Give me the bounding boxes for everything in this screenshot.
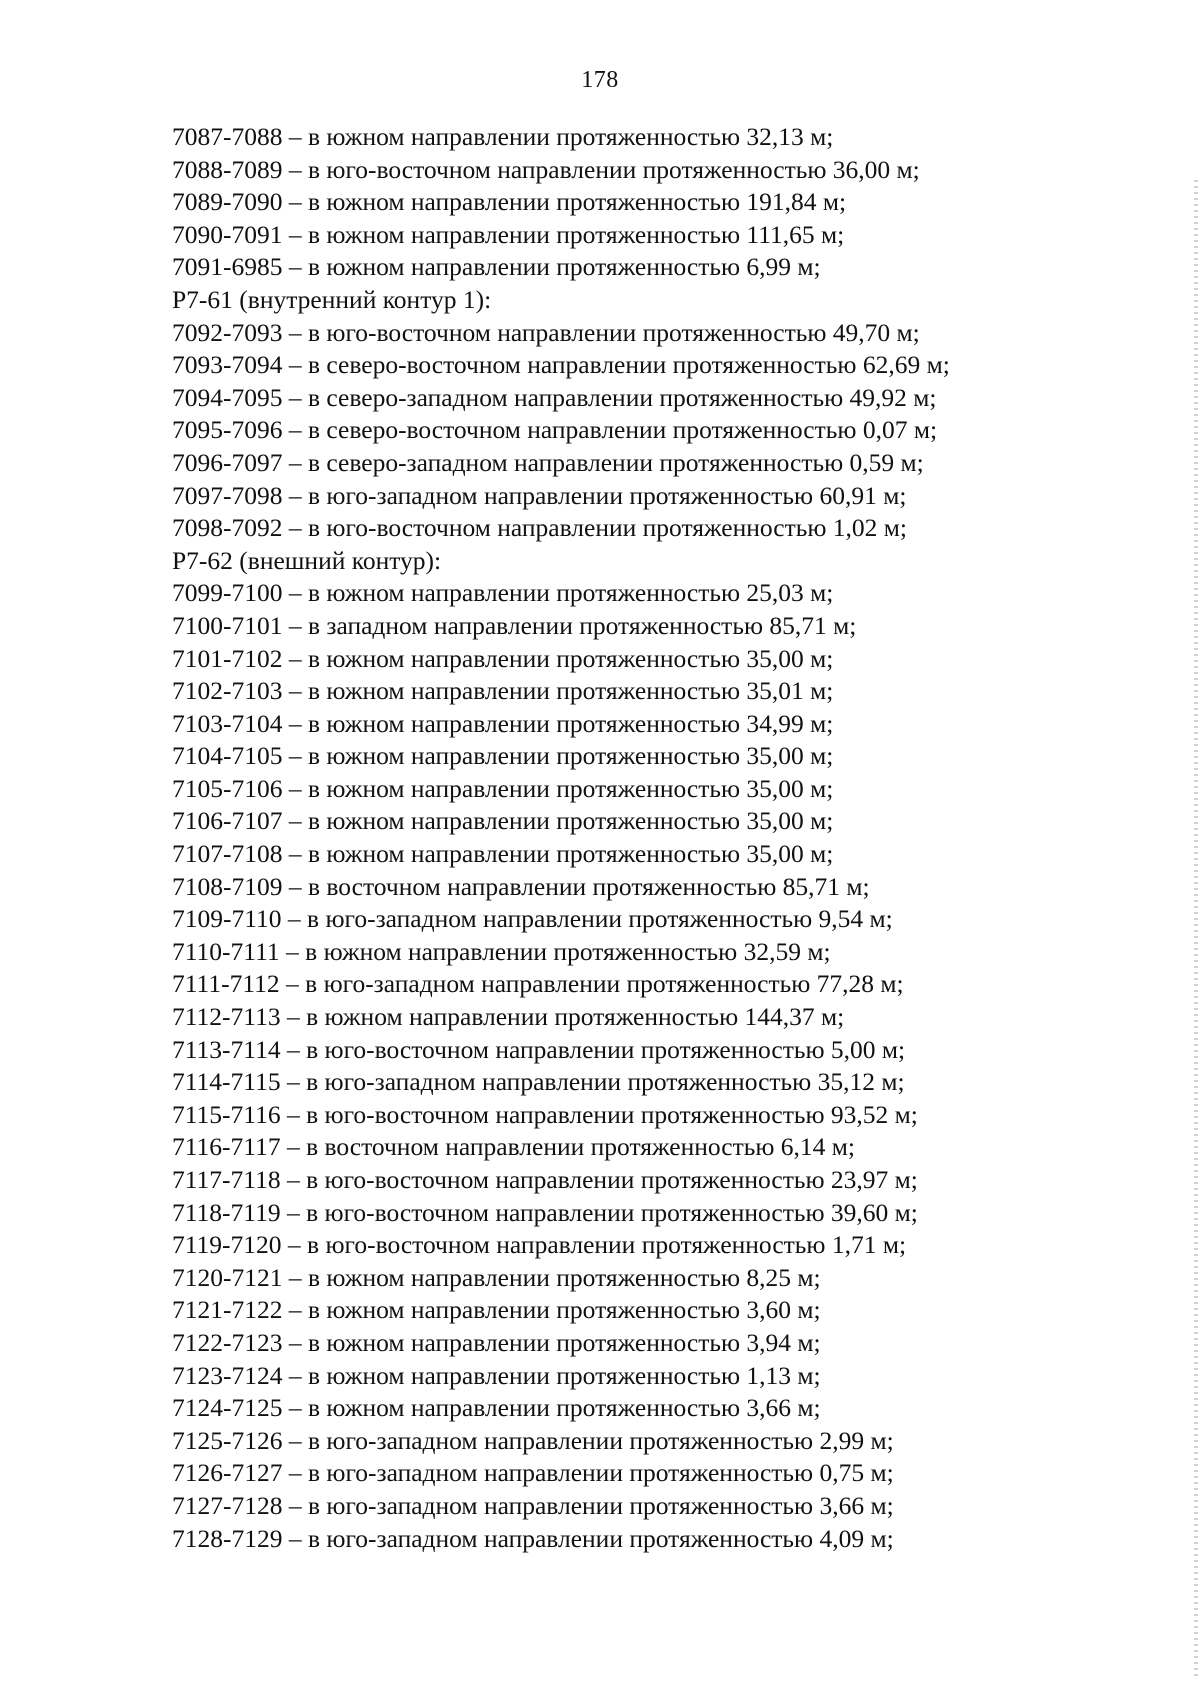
boundary-description-list	[172, 121, 1102, 1555]
text-line: 7116-7117 – в восточном направлении протяженностью 6,14 м;	[172, 1132, 855, 1162]
text-line: 7092-7093 – в юго-восточном направлении протяженностью 49,70 м;	[172, 317, 920, 347]
text-line: 7103-7104 – в южном направлении протяженностью 34,99 м;	[172, 708, 834, 738]
text-line: 7127-7128 – в юго-западном направлении протяженностью 3,66 м;	[172, 1490, 894, 1520]
text-line: 7125-7126 – в юго-западном направлении протяженностью 2,99 м;	[172, 1425, 894, 1455]
text-line: 7109-7110 – в юго-западном направлении протяженностью 9,54 м;	[172, 904, 893, 934]
page-number: 178	[581, 67, 619, 93]
text-line: 7123-7124 – в южном направлении протяженностью 1,13 м;	[172, 1360, 821, 1390]
text-line: 7100-7101 – в западном направлении протяженностью 85,71 м;	[172, 610, 857, 640]
text-line: 7108-7109 – в восточном направлении протяженностью 85,71 м;	[172, 871, 870, 901]
text-line: 7097-7098 – в юго-западном направлении протяженностью 60,91 м;	[172, 480, 907, 510]
text-line: Р7-62 (внешний контур):	[172, 545, 442, 575]
text-line: Р7-61 (внутренний контур 1):	[172, 284, 492, 314]
text-line: 7096-7097 – в северо-западном направлении протяженностью 0,59 м;	[172, 447, 924, 477]
text-line: 7126-7127 – в юго-западном направлении протяженностью 0,75 м;	[172, 1458, 894, 1488]
text-line: 7088-7089 – в юго-восточном направлении протяженностью 36,00 м;	[172, 154, 920, 184]
text-line: 7105-7106 – в южном направлении протяженностью 35,00 м;	[172, 773, 834, 803]
text-line: 7117-7118 – в юго-восточном направлении протяженностью 23,97 м;	[172, 1165, 918, 1194]
text-line: 7124-7125 – в южном направлении протяженностью 3,66 м;	[172, 1393, 821, 1423]
scan-edge-artifact	[1194, 180, 1198, 1680]
text-line: 7111-7112 – в юго-западном направлении протяженностью 77,28 м;	[172, 969, 904, 999]
text-line: 7090-7091 – в южном направлении протяженностью 111,65 м;	[172, 219, 845, 249]
text-line: 7087-7088 – в южном направлении протяженностью 32,13 м;	[172, 122, 834, 151]
text-line: 7104-7105 – в южном направлении протяженностью 35,00 м;	[172, 741, 834, 771]
text-line: 7098-7092 – в юго-восточном направлении протяженностью 1,02 м;	[172, 513, 908, 543]
text-line: 7113-7114 – в юго-восточном направлении протяженностью 5,00 м;	[172, 1034, 906, 1064]
text-line: 7089-7090 – в южном направлении протяженностью 191,84 м;	[172, 187, 847, 217]
text-line: 7106-7107 – в южном направлении протяженностью 35,00 м;	[172, 806, 834, 836]
text-line: 7093-7094 – в северо-восточном направлении протяженностью 62,69 м;	[172, 350, 950, 380]
text-line: 7110-7111 – в южном направлении протяженностью 32,59 м;	[172, 936, 831, 966]
text-line: 7128-7129 – в юго-западном направлении протяженностью 4,09 м;	[172, 1523, 894, 1553]
text-line: 7120-7121 – в южном направлении протяженностью 8,25 м;	[172, 1262, 821, 1292]
text-line: 7115-7116 – в юго-восточном направлении протяженностью 93,52 м;	[172, 1099, 918, 1129]
text-line: 7112-7113 – в южном направлении протяженностью 144,37 м;	[172, 1002, 845, 1032]
text-line: 7094-7095 – в северо-западном направлении протяженностью 49,92 м;	[172, 382, 937, 412]
text-line: 7091-6985 – в южном направлении протяженностью 6,99 м;	[172, 252, 821, 282]
text-line: 7107-7108 – в южном направлении протяженностью 35,00 м;	[172, 839, 834, 869]
text-line: 7118-7119 – в юго-восточном направлении протяженностью 39,60 м;	[172, 1197, 918, 1227]
text-line: 7102-7103 – в южном направлении протяженностью 35,01 м;	[172, 676, 834, 706]
text-line: 7101-7102 – в южном направлении протяженностью 35,00 м;	[172, 643, 834, 673]
text-line: 7119-7120 – в юго-восточном направлении протяженностью 1,71 м;	[172, 1230, 907, 1260]
text-line: 7099-7100 – в южном направлении протяженностью 25,03 м;	[172, 578, 834, 608]
text-line: 7121-7122 – в южном направлении протяженностью 3,60 м;	[172, 1295, 821, 1325]
text-line: 7114-7115 – в юго-западном направлении протяженностью 35,12 м;	[172, 1067, 905, 1097]
text-line: 7095-7096 – в северо-восточном направлении протяженностью 0,07 м;	[172, 415, 938, 445]
text-line: 7122-7123 – в южном направлении протяженностью 3,94 м;	[172, 1327, 821, 1357]
